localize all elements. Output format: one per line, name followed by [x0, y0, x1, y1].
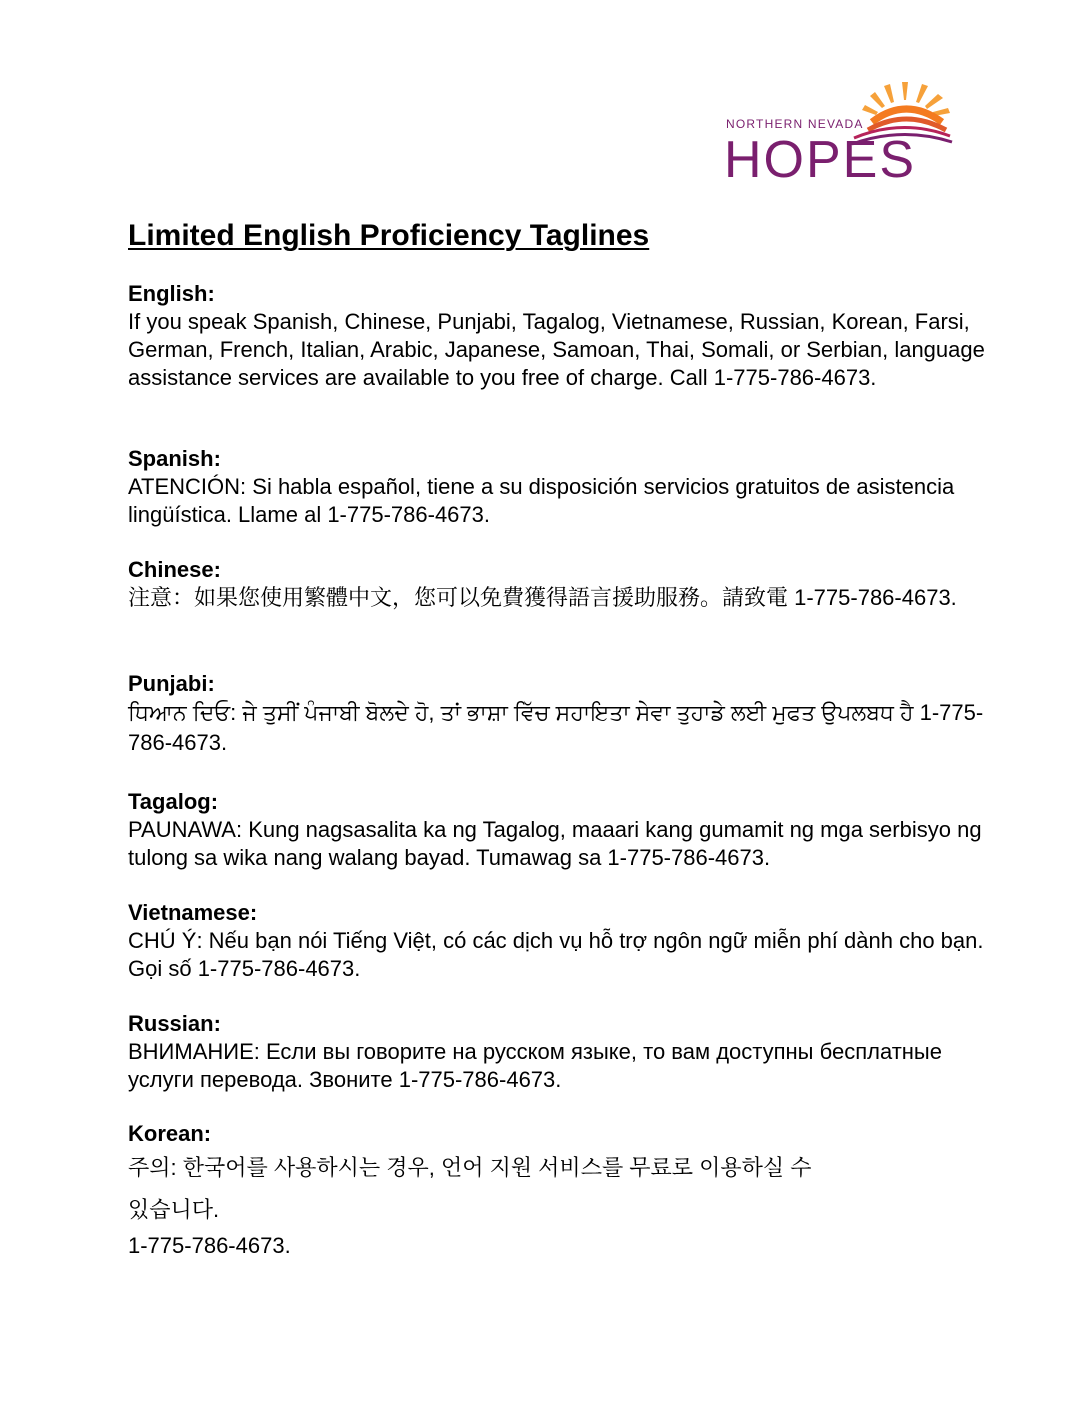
section-spanish: [128, 445, 988, 529]
page-title: Limited English Proficiency Taglines: [128, 219, 650, 252]
section-heading: Korean:: [128, 1121, 212, 1146]
logo-top-text: NORTHERN NEVADA: [726, 117, 864, 131]
section-heading: Vietnamese:: [128, 900, 258, 925]
section-korean: [128, 1120, 988, 1260]
section-text: ਧਿਆਨ ਦਿਓ: ਜੇ ਤੁਸੀਂ ਪੰਜਾਬੀ ਬੋਲਦੇ ਹੋ, ਤਾਂ ਭਾਸ਼ਾ ਵਿੱਚ ਸਹਾਇਤਾ ਸੇਵਾ ਤੁਹਾਡੇ ਲਈ ਮੁਫਤ ਉਪਲਬਧ ਹੈ 1-775-786-4673.: [128, 700, 984, 755]
section-text-line1: 주의: 한국어를 사용하시는 경우, 언어 지원 서비스를 무료로 이용하실 수: [128, 1155, 812, 1180]
section-english: [128, 280, 988, 392]
section-chinese: [128, 556, 988, 612]
section-text: CHÚ Ý: Nếu bạn nói Tiếng Việt, có các dịch vụ hỗ trợ ngôn ngữ miễn phí dành cho bạn. Gọi số 1-775-786-4673.: [128, 928, 984, 981]
section-heading: Russian:: [128, 1011, 221, 1036]
section-heading: Tagalog:: [128, 789, 219, 814]
logo-main-text: HOPES: [724, 131, 917, 182]
section-text: 注意：如果您使用繁體中文，您可以免費獲得語言援助服務。請致電 1-775-786-4673.: [128, 585, 957, 610]
section-heading: Chinese:: [128, 557, 221, 582]
section-text: If you speak Spanish, Chinese, Punjabi, Tagalog, Vietnamese, Russian, Korean, Farsi, German, French, Italian, Arabic, Japanese, Samoan, Thai, Somali, or Serbian, language assistance services are available to you free of charge. Call 1-775-786-4673.: [128, 309, 985, 390]
section-text-line3: 1-775-786-4673.: [128, 1233, 291, 1258]
northern-nevada-hopes-logo: [722, 78, 954, 182]
section-text: ВНИМАНИЕ: Если вы говорите на русском языке, то вам доступны бесплатные услуги перевода. Звоните 1-775-786-4673.: [128, 1039, 942, 1092]
section-text-line2: 있습니다.: [128, 1197, 220, 1222]
section-heading: Spanish:: [128, 446, 221, 471]
section-text: PAUNAWA: Kung nagsasalita ka ng Tagalog, maaari kang gumamit ng mga serbisyo ng tulong sa wika nang walang bayad. Tumawag sa 1-775-786-4673.: [128, 817, 982, 870]
section-heading: Punjabi:: [128, 671, 215, 696]
section-text: ATENCIÓN: Si habla español, tiene a su disposición servicios gratuitos de asistencia lingüística. Llame al 1-775-786-4673.: [128, 474, 955, 527]
section-russian: [128, 1010, 988, 1094]
section-vietnamese: [128, 899, 988, 983]
logo-graphic: [722, 78, 954, 182]
section-heading: English:: [128, 281, 215, 306]
section-punjabi: [128, 670, 988, 758]
section-tagalog: [128, 788, 988, 872]
